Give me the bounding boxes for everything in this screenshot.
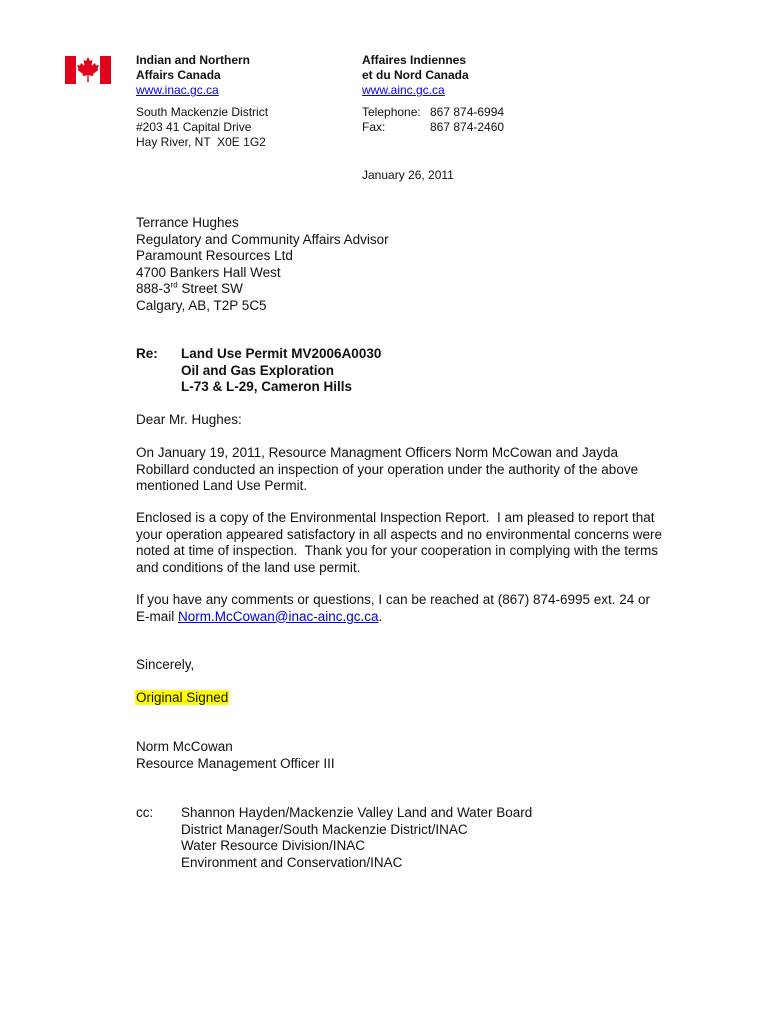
department-name-en <box>136 53 250 83</box>
telephone-value: 867 874-6994 <box>430 105 505 119</box>
subject-lines <box>181 346 381 396</box>
paragraph-line: Enclosed is a copy of the Environmental Inspection Report. I am pleased to report that <box>136 510 655 525</box>
paragraph-line: If you have any comments or questions, I can be reached at (867) 874-6995 ext. 24 or <box>136 592 651 607</box>
office-address-line1: South Mackenzie District <box>136 105 269 119</box>
telephone-line <box>362 105 504 120</box>
website-link-en[interactable]: www.inac.gc.ca <box>136 83 219 97</box>
recipient-address-line1: 4700 Bankers Hall West <box>136 264 281 280</box>
letter-date: January 26, 2011 <box>362 168 454 182</box>
fax-label: Fax: <box>362 120 386 134</box>
office-address <box>136 105 268 150</box>
department-name-en-line2: Affairs Canada <box>136 68 221 82</box>
cc-recipient: Environment and Conservation/INAC <box>181 854 403 870</box>
department-name-fr-line2: et du Nord Canada <box>362 68 469 82</box>
signer-name: Norm McCowan <box>136 739 233 754</box>
signer-title: Resource Management Officer III <box>136 755 335 771</box>
email-link[interactable]: Norm.McCowan@inac-ainc.gc.ca <box>178 608 379 624</box>
maple-leaf-icon <box>77 57 99 83</box>
cc-recipient: District Manager/South Mackenzie District/INAC <box>181 821 468 837</box>
cc-recipient: Shannon Hayden/Mackenzie Valley Land and Water Board <box>181 805 533 820</box>
telephone-label: Telephone: <box>362 105 421 119</box>
paragraph-line: your operation appeared satisfactory in all aspects and no environmental concerns were <box>136 526 663 542</box>
paragraph-line: E-mail Norm.McCowan@inac-ainc.gc.ca. <box>136 608 383 624</box>
recipient-title: Regulatory and Community Affairs Advisor <box>136 231 389 247</box>
closing: Sincerely, <box>136 657 195 672</box>
office-address-line2: #203 41 Capital Drive <box>136 120 252 134</box>
fax-line <box>362 120 504 135</box>
cc-list <box>181 805 532 871</box>
paragraph-line: mentioned Land Use Permit. <box>136 478 308 493</box>
paragraph-line: and conditions of the land use permit. <box>136 559 361 575</box>
recipient-company: Paramount Resources Ltd <box>136 248 293 263</box>
signer-block <box>136 739 335 772</box>
subject-label: Re: <box>136 346 158 361</box>
paragraph-contact <box>136 592 696 625</box>
department-name-fr <box>362 53 469 83</box>
paragraph-line: On January 19, 2011, Resource Managment Officers Norm McCowan and Jayda <box>136 445 618 460</box>
cc-label: cc: <box>136 805 154 820</box>
paragraph-line: Robillard conducted an inspection of your operation under the authority of the above <box>136 461 639 477</box>
recipient-address <box>136 215 389 314</box>
department-name-fr-line1: Affaires Indiennes <box>362 53 467 67</box>
paragraph-report <box>136 510 696 576</box>
signature-note <box>135 690 229 707</box>
subject-line2: Oil and Gas Exploration <box>181 362 335 378</box>
recipient-address-line2: 888-3rd Street SW <box>136 280 243 296</box>
cc-recipient: Water Resource Division/INAC <box>181 838 366 853</box>
canada-flag-logo <box>65 56 111 84</box>
subject-line1: Land Use Permit MV2006A0030 <box>181 346 382 361</box>
paragraph-inspection <box>136 445 696 495</box>
signature-highlight: Original Signed <box>136 690 229 705</box>
recipient-address-line3: Calgary, AB, T2P 5C5 <box>136 297 267 313</box>
contact-numbers <box>362 105 504 135</box>
recipient-name: Terrance Hughes <box>136 215 239 230</box>
subject-line3: L-73 & L-29, Cameron Hills <box>181 379 353 394</box>
salutation: Dear Mr. Hughes: <box>136 412 242 427</box>
office-address-line3: Hay River, NT X0E 1G2 <box>136 135 266 149</box>
fax-value: 867 874-2460 <box>430 120 505 134</box>
website-link-fr[interactable]: www.ainc.gc.ca <box>362 83 445 97</box>
department-name-en-line1: Indian and Northern <box>136 53 250 67</box>
paragraph-line: noted at time of inspection. Thank you for your cooperation in complying with the terms <box>136 543 659 558</box>
